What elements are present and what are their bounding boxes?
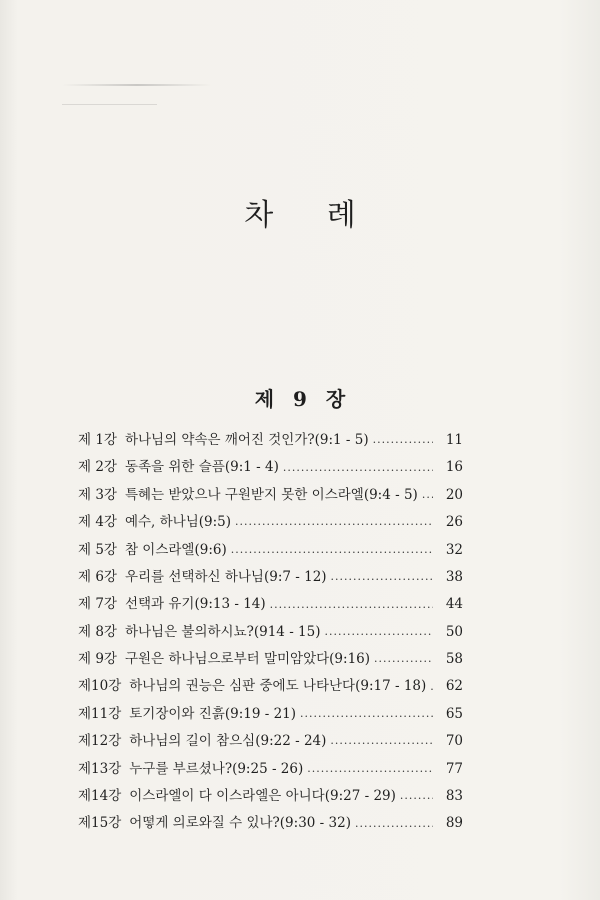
lecture-title: 하나님의 길이 참으심(9:22 - 24)	[129, 733, 327, 750]
lecture-title: 예수, 하나님(9:5)	[124, 514, 232, 531]
scan-artifact-line	[62, 84, 212, 86]
toc-entry-5	[78, 537, 463, 564]
page-number: 11	[445, 431, 463, 448]
toc-entry-1	[78, 427, 463, 454]
lecture-number: 제 3강	[78, 486, 117, 503]
leader-dots	[270, 602, 433, 613]
lecture-number: 제 8강	[78, 623, 117, 640]
lecture-number: 제 1강	[78, 431, 117, 448]
page-number: 16	[445, 459, 463, 476]
leader-dots	[331, 574, 433, 585]
leader-dots	[373, 437, 433, 448]
page-number: 32	[445, 541, 463, 558]
toc-entry-2	[78, 454, 463, 481]
lecture-title: 구원은 하나님으로부터 말미암았다(9:16)	[124, 651, 371, 668]
page-title: 차 례	[244, 198, 378, 234]
leader-dots	[355, 821, 433, 832]
lecture-number: 제11강	[78, 705, 122, 722]
lecture-number: 제 9강	[78, 651, 117, 668]
lecture-number: 제10강	[78, 678, 122, 695]
lecture-title: 우리를 선택하신 하나님(9:7 - 12)	[124, 568, 327, 585]
toc-entry-14	[78, 783, 463, 810]
toc-entry-9	[78, 646, 463, 673]
toc-entry-10	[78, 674, 463, 701]
leader-dots	[374, 656, 433, 667]
toc-entry-6	[78, 564, 463, 591]
leader-dots	[307, 766, 433, 777]
lecture-title: 동족을 위한 슬픔(9:1 - 4)	[124, 459, 279, 476]
lecture-number: 제 7강	[78, 596, 117, 613]
lecture-title: 하나님은 불의하시뇨?(914 - 15)	[124, 623, 321, 640]
lecture-title: 선택과 유기(9:13 - 14)	[124, 596, 266, 613]
page-number: 65	[445, 705, 463, 722]
page-number: 50	[445, 623, 463, 640]
toc-entry-15	[78, 810, 463, 837]
toc-entry-13	[78, 756, 463, 783]
page-number: 20	[445, 486, 463, 503]
toc-entry-12	[78, 728, 463, 755]
lecture-number: 제12강	[78, 733, 122, 750]
leader-dots	[422, 492, 433, 503]
lecture-number: 제 2강	[78, 459, 117, 476]
lecture-number: 제15강	[78, 815, 122, 832]
chapter-heading: 제 9 장	[254, 386, 352, 411]
lecture-number: 제14강	[78, 788, 122, 805]
lecture-title: 특혜는 받았으나 구원받지 못한 이스라엘(9:4 - 5)	[124, 486, 418, 503]
page-number: 83	[445, 788, 463, 805]
toc-entry-11	[78, 701, 463, 728]
lecture-title: 하나님의 권능은 심판 중에도 나타난다(9:17 - 18)	[129, 678, 427, 695]
toc-entry-7	[78, 591, 463, 618]
leader-dots	[430, 684, 433, 695]
lecture-number: 제13강	[78, 760, 122, 777]
lecture-title: 토기장이와 진흙(9:19 - 21)	[129, 705, 297, 722]
leader-dots	[231, 547, 433, 558]
page-number: 62	[445, 678, 463, 695]
leader-dots	[283, 465, 433, 476]
leader-dots	[235, 519, 433, 530]
lecture-title: 참 이스라엘(9:6)	[124, 541, 227, 558]
lecture-title: 하나님의 약속은 깨어진 것인가?(9:1 - 5)	[124, 431, 369, 448]
leader-dots	[330, 738, 433, 749]
page-number: 38	[445, 568, 463, 585]
toc-entry-3	[78, 482, 463, 509]
lecture-number: 제 5강	[78, 541, 117, 558]
table-of-contents	[78, 427, 463, 838]
page-number: 26	[445, 514, 463, 531]
lecture-title: 누구를 부르셨나?(9:25 - 26)	[129, 760, 304, 777]
toc-entry-8	[78, 619, 463, 646]
page-number: 70	[445, 733, 463, 750]
scan-artifact-line-2	[62, 104, 157, 105]
leader-dots	[325, 629, 434, 640]
leader-dots	[400, 793, 433, 804]
page-number: 44	[445, 596, 463, 613]
page-number: 77	[445, 760, 463, 777]
page-number: 58	[445, 651, 463, 668]
page-number: 89	[445, 815, 463, 832]
leader-dots	[300, 711, 433, 722]
lecture-title: 이스라엘이 다 이스라엘은 아니다(9:27 - 29)	[129, 788, 396, 805]
lecture-number: 제 6강	[78, 568, 117, 585]
toc-entry-4	[78, 509, 463, 536]
lecture-title: 어떻게 의로와질 수 있나?(9:30 - 32)	[129, 815, 351, 832]
lecture-number: 제 4강	[78, 514, 117, 531]
